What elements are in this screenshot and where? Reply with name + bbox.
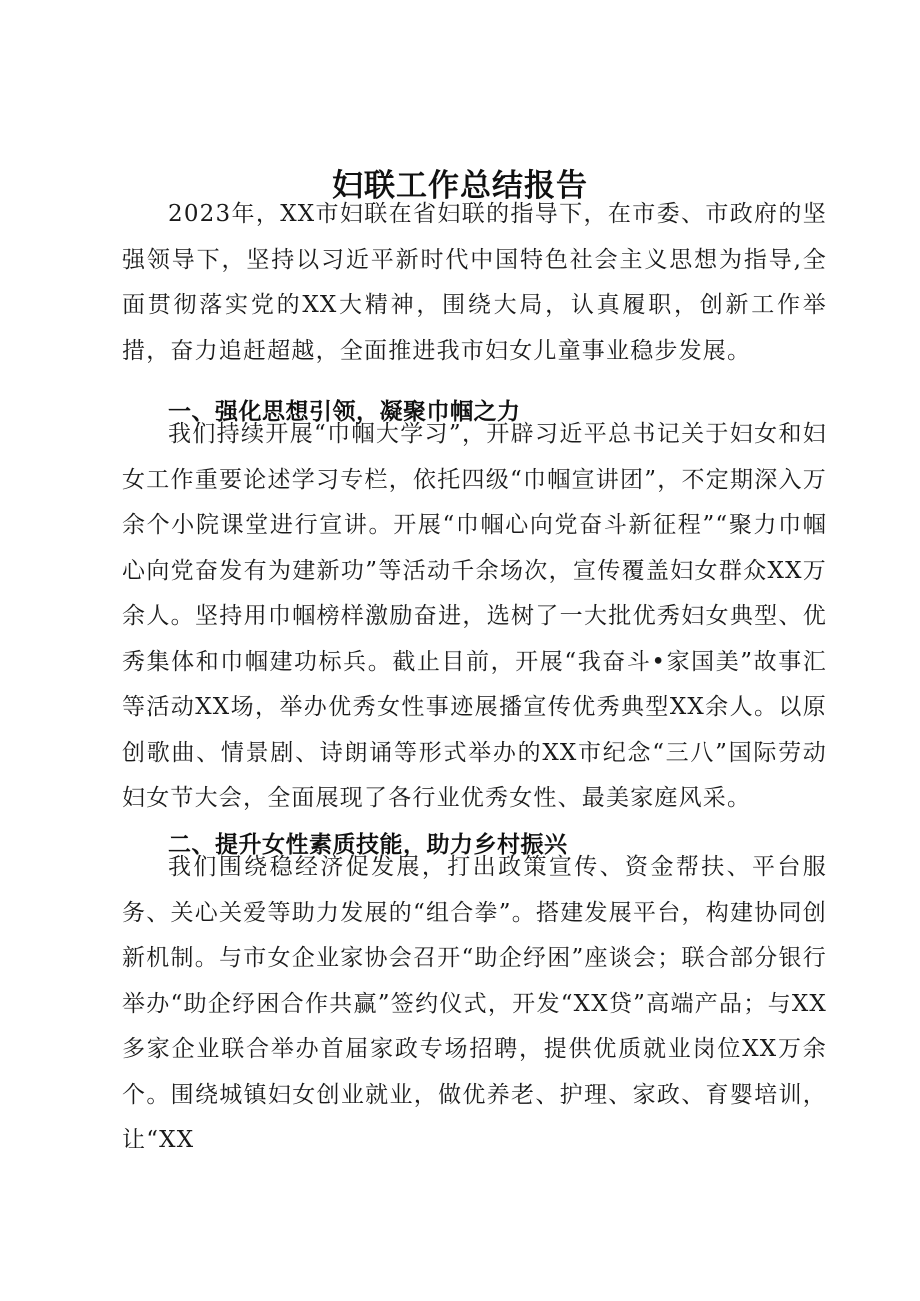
section-heading-2: 二、提升女性素质技能，助力乡村振兴	[168, 832, 568, 858]
document-title: 妇联工作总结报告	[332, 168, 588, 204]
intro-paragraph: 2023年，XX市妇联在省妇联的指导下，在市委、市政府的坚强领导下，坚持以习近平新时代中国特色社会主义思想为指导,全面贯彻落实党的XX大精神，围绕大局，认真履职，创新工作举措，奋力追赶超越，全面推进我市妇女儿童事业稳步发展。	[122, 201, 827, 364]
section-heading-1: 一、强化思想引领，凝聚巾帼之力	[168, 399, 521, 425]
section-body-1: 我们持续开展“巾帼大学习”，开辟习近平总书记关于妇女和妇女工作重要论述学习专栏，依托四级“巾帼宣讲团”，不定期深入万余个小院课堂进行宣讲。开展“巾帼心向党奋斗新征程”“聚力巾帼心向党奋发有为建新功”等活动千余场次，宣传覆盖妇女群众XX万余人。坚持用巾帼榜样激励奋进，选树了一大批优秀妇女典型、优秀集体和巾帼建功标兵。截止目前，开展“我奋斗•家国美”故事汇等活动XX场，举办优秀女性事迹展播宣传优秀典型XX余人。以原创歌曲、情景剧、诗朗诵等形式举办的XX市纪念“三八”国际劳动妇女节大会，全面展现了各行业优秀女性、最美家庭风采。	[122, 421, 827, 811]
section-body-2: 我们围绕稳经济促发展，打出政策宣传、资金帮扶、平台服务、关心关爱等助力发展的“组合拳”。搭建发展平台，构建协同创新机制。与市女企业家协会召开“助企纾困”座谈会；联合部分银行举办“助企纾困合作共赢”签约仪式，开发“XX贷”高端产品；与XX多家企业联合举办首届家政专场招聘，提供优质就业岗位XX万余个。围绕城镇妇女创业就业，做优养老、护理、家政、育婴培训，让“XX	[122, 854, 827, 1153]
